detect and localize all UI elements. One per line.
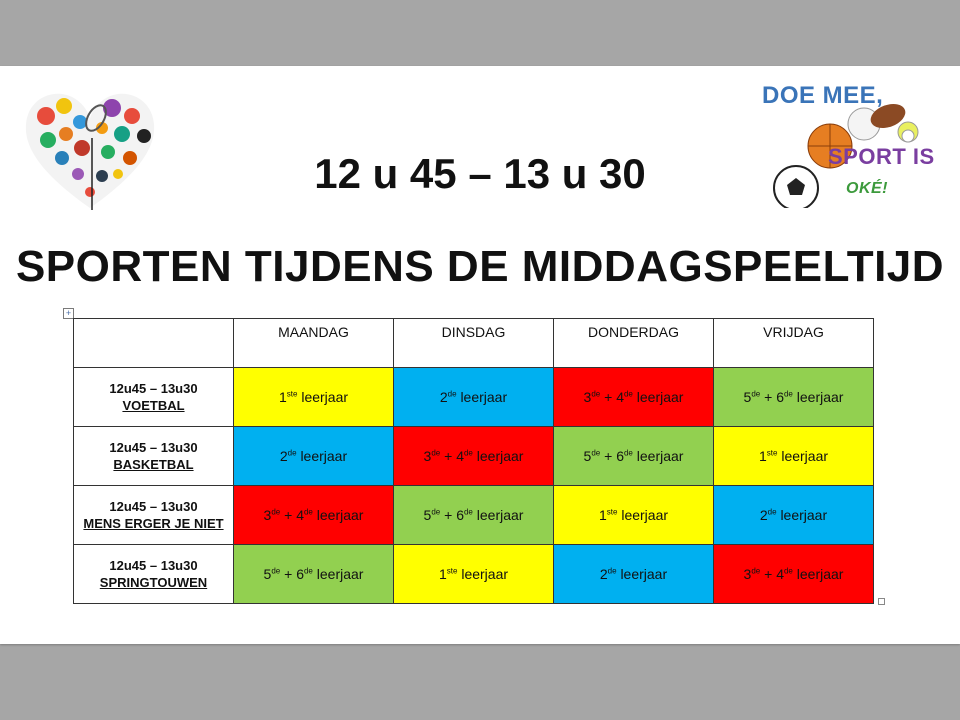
schedule-cell [554,545,714,604]
grade-suffix: de [303,566,313,576]
schedule-cell [394,368,554,427]
grade-number: 3 [263,507,272,523]
badge-line-2: SPORT IS [828,144,935,169]
grade-label: leerjaar [461,566,509,582]
grade-number: 1 [278,389,287,405]
schedule-cell [714,486,874,545]
grade-number: 2 [439,389,448,405]
grade-suffix: de [431,448,441,458]
row-sport: VOETBAL [122,398,185,413]
table-row [74,545,874,604]
schedule-cell: 5de + 6de leerjaar [394,486,554,545]
row-sport: SPRINGTOUWEN [99,575,208,590]
row-time: 12u45 – 13u30 [109,499,198,514]
slide [0,66,960,644]
main-title: SPORTEN TIJDENS DE MIDDAGSPEELTIJD [15,242,945,291]
schedule-cell [554,486,714,545]
grade-number: 2 [599,566,608,582]
grade-number: 2 [759,507,768,523]
grade-number: 6 [616,448,624,464]
schedule-table [73,318,874,604]
grade-suffix: de [623,448,633,458]
grade-suffix: de [591,448,601,458]
grade-suffix: de [607,566,617,576]
row-header [74,368,234,427]
grade-suffix: de [591,389,601,399]
grade-suffix: ste [606,507,618,517]
grade-label: leerjaar [316,507,364,523]
row-header [74,545,234,604]
schedule-cell: 5de + 6de leerjaar [234,545,394,604]
corner-cell [74,319,234,368]
day-header: DINSDAG [394,319,554,368]
schedule-cell [394,545,554,604]
grade-number: 5 [583,448,592,464]
schedule-cell: 3de + 4de leerjaar [714,545,874,604]
grade-suffix: de [303,507,313,517]
grade-number: 5 [263,566,272,582]
grade-suffix: de [463,507,473,517]
grade-label: leerjaar [780,507,828,523]
grade-number: 1 [758,448,767,464]
grade-number: 6 [776,389,784,405]
grade-number: 6 [456,507,464,523]
grade-label: leerjaar [460,389,508,405]
row-time: 12u45 – 13u30 [109,381,198,396]
grade-label: leerjaar [476,448,524,464]
grade-suffix: de [767,507,777,517]
grade-suffix: ste [286,389,298,399]
row-sport: BASKETBAL [113,457,194,472]
grade-number: 4 [616,389,624,405]
grade-number: 1 [438,566,447,582]
day-header: MAANDAG [234,319,394,368]
grade-suffix: de [431,507,441,517]
row-time: 12u45 – 13u30 [109,558,198,573]
grade-label: leerjaar [301,389,349,405]
table-resize-handle[interactable] [878,598,885,605]
row-header [74,486,234,545]
schedule-cell: 5de + 6de leerjaar [554,427,714,486]
grade-suffix: de [623,389,633,399]
badge-line-1: DOE MEE, [762,82,884,109]
grade-suffix: de [447,389,457,399]
grade-number: 6 [296,566,304,582]
grade-suffix: ste [766,448,778,458]
day-header: VRIJDAG [714,319,874,368]
grade-number: 4 [776,566,784,582]
grade-suffix: de [783,566,793,576]
grade-suffix: de [271,566,281,576]
grade-suffix: de [751,389,761,399]
grade-suffix: ste [446,566,458,576]
grade-number: 3 [743,566,752,582]
grade-suffix: de [287,448,297,458]
grade-suffix: de [783,389,793,399]
schedule-cell: 5de + 6de leerjaar [714,368,874,427]
grade-number: 5 [743,389,752,405]
badge-line-3: OKÉ! [846,180,888,197]
grade-label: leerjaar [316,566,364,582]
grade-label: leerjaar [636,389,684,405]
grade-number: 4 [456,448,464,464]
grade-number: 5 [423,507,432,523]
table-header-row [74,319,874,368]
schedule-cell: 3de + 4de leerjaar [554,368,714,427]
grade-number: 4 [296,507,304,523]
grade-label: leerjaar [620,566,668,582]
grade-label: leerjaar [300,448,348,464]
row-header [74,427,234,486]
grade-suffix: de [463,448,473,458]
grade-suffix: de [751,566,761,576]
grade-label: leerjaar [636,448,684,464]
grade-label: leerjaar [781,448,829,464]
grade-label: leerjaar [796,566,844,582]
day-header: DONDERDAG [554,319,714,368]
schedule-cell [234,427,394,486]
grade-number: 1 [598,507,607,523]
row-sport: MENS ERGER JE NIET [83,516,224,531]
grade-number: 2 [279,448,288,464]
time-title: 12 u 45 – 13 u 30 [314,150,646,197]
table-row [74,486,874,545]
schedule-cell [234,368,394,427]
row-time: 12u45 – 13u30 [109,440,198,455]
schedule-cell: 3de + 4de leerjaar [394,427,554,486]
grade-number: 3 [423,448,432,464]
table-row [74,368,874,427]
grade-suffix: de [271,507,281,517]
grade-label: leerjaar [476,507,524,523]
grade-number: 3 [583,389,592,405]
schedule-cell [714,427,874,486]
grade-label: leerjaar [796,389,844,405]
table-move-handle-icon[interactable]: + [63,308,74,319]
schedule-cell: 3de + 4de leerjaar [234,486,394,545]
grade-label: leerjaar [621,507,669,523]
table-row [74,427,874,486]
